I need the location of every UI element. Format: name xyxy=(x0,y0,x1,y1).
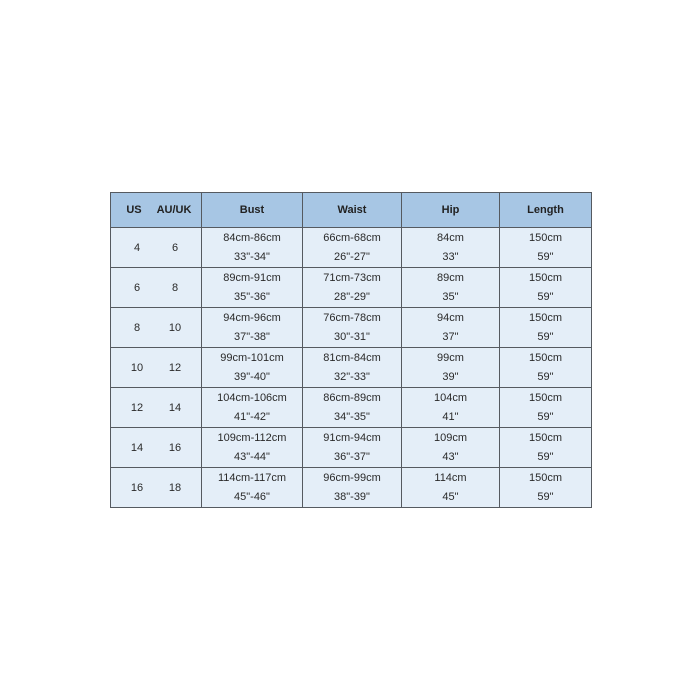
hip-in: 41" xyxy=(442,411,459,423)
waist-in: 36"-37" xyxy=(334,451,370,463)
size-au-uk: 16 xyxy=(168,441,182,454)
size-au-uk: 10 xyxy=(168,321,182,334)
length-in: 59" xyxy=(537,451,554,463)
length-cell xyxy=(500,268,592,308)
size-chart-table xyxy=(110,192,592,508)
table-row xyxy=(111,348,592,388)
bust-cm: 114cm-117cm xyxy=(217,472,287,484)
waist-cell xyxy=(303,268,402,308)
size-cell xyxy=(111,308,202,348)
length-in: 59" xyxy=(537,251,554,263)
header-us: US xyxy=(126,204,142,216)
hip-cell xyxy=(402,348,500,388)
waist-cell xyxy=(303,428,402,468)
hip-cm: 104cm xyxy=(433,392,468,404)
hip-in: 43" xyxy=(442,451,459,463)
length-in: 59" xyxy=(537,411,554,423)
size-us: 12 xyxy=(130,401,144,414)
hip-cm: 114cm xyxy=(434,472,467,484)
hip-cm: 89cm xyxy=(437,272,464,284)
bust-cm: 109cm-112cm xyxy=(217,432,287,444)
waist-cell xyxy=(303,468,402,508)
size-au-uk: 18 xyxy=(168,481,182,494)
size-us: 16 xyxy=(130,481,144,494)
length-in: 59" xyxy=(537,371,554,383)
bust-in: 37"-38" xyxy=(234,331,270,343)
waist-cm: 71cm-73cm xyxy=(323,272,381,284)
waist-cm: 76cm-78cm xyxy=(323,312,381,324)
hip-cell xyxy=(402,468,500,508)
header-hip: Hip xyxy=(402,193,500,228)
length-in: 59" xyxy=(537,491,554,503)
waist-in: 28"-29" xyxy=(334,291,370,303)
waist-cm: 96cm-99cm xyxy=(323,472,381,484)
header-waist: Waist xyxy=(303,193,402,228)
size-us: 8 xyxy=(133,321,141,334)
length-cell xyxy=(500,228,592,268)
size-cell xyxy=(111,268,202,308)
hip-cm: 109cm xyxy=(433,432,468,444)
waist-in: 32"-33" xyxy=(334,371,370,383)
hip-cell xyxy=(402,268,500,308)
waist-in: 34"-35" xyxy=(334,411,370,423)
bust-cm: 84cm-86cm xyxy=(223,232,281,244)
bust-cell xyxy=(202,468,303,508)
hip-cm: 99cm xyxy=(437,352,464,364)
bust-cm: 89cm-91cm xyxy=(223,272,281,284)
table-row xyxy=(111,228,592,268)
size-us: 6 xyxy=(133,281,141,294)
size-us: 14 xyxy=(130,441,144,454)
bust-in: 41"-42" xyxy=(234,411,270,423)
bust-cell xyxy=(202,428,303,468)
length-cell xyxy=(500,388,592,428)
bust-cell xyxy=(202,388,303,428)
waist-cm: 66cm-68cm xyxy=(323,232,381,244)
bust-in: 35"-36" xyxy=(234,291,270,303)
hip-in: 35" xyxy=(442,291,459,303)
header-au-uk: AU/UK xyxy=(156,204,192,216)
size-us: 10 xyxy=(130,361,144,374)
bust-in: 45"-46" xyxy=(234,491,270,503)
hip-in: 33" xyxy=(442,251,459,263)
waist-cell xyxy=(303,228,402,268)
waist-cell xyxy=(303,388,402,428)
bust-cell xyxy=(202,228,303,268)
bust-cell xyxy=(202,348,303,388)
table-header-row xyxy=(111,193,592,228)
bust-cm: 104cm-106cm xyxy=(217,392,287,404)
hip-in: 37" xyxy=(442,331,459,343)
waist-cm: 86cm-89cm xyxy=(323,392,381,404)
bust-in: 39"-40" xyxy=(234,371,270,383)
waist-in: 30"-31" xyxy=(334,331,370,343)
hip-cell xyxy=(402,388,500,428)
hip-cm: 94cm xyxy=(437,312,464,324)
header-us-au-uk xyxy=(111,193,202,228)
hip-in: 39" xyxy=(442,371,459,383)
bust-cm: 99cm-101cm xyxy=(220,352,284,364)
length-cm: 150cm xyxy=(528,352,563,364)
length-cm: 150cm xyxy=(528,232,563,244)
table-row xyxy=(111,428,592,468)
size-us: 4 xyxy=(133,241,141,254)
table-row xyxy=(111,268,592,308)
table-row xyxy=(111,468,592,508)
size-cell xyxy=(111,388,202,428)
length-cell xyxy=(500,468,592,508)
length-in: 59" xyxy=(537,291,554,303)
length-cm: 150cm xyxy=(528,432,563,444)
bust-cm: 94cm-96cm xyxy=(223,312,281,324)
waist-cm: 81cm-84cm xyxy=(323,352,381,364)
bust-in: 33"-34" xyxy=(234,251,270,263)
hip-in: 45" xyxy=(442,491,459,503)
size-au-uk: 8 xyxy=(171,281,179,294)
size-au-uk: 14 xyxy=(168,401,182,414)
hip-cell xyxy=(402,428,500,468)
header-bust: Bust xyxy=(202,193,303,228)
waist-cell xyxy=(303,308,402,348)
hip-cm: 84cm xyxy=(437,232,464,244)
bust-in: 43"-44" xyxy=(234,451,270,463)
length-cell xyxy=(500,308,592,348)
waist-cell xyxy=(303,348,402,388)
length-cm: 150cm xyxy=(528,472,563,484)
length-cell xyxy=(500,348,592,388)
length-cell xyxy=(500,428,592,468)
waist-in: 26"-27" xyxy=(334,251,370,263)
bust-cell xyxy=(202,308,303,348)
size-cell xyxy=(111,468,202,508)
size-cell xyxy=(111,428,202,468)
hip-cell xyxy=(402,308,500,348)
header-length: Length xyxy=(500,193,592,228)
size-cell xyxy=(111,228,202,268)
table-row xyxy=(111,308,592,348)
hip-cell xyxy=(402,228,500,268)
size-au-uk: 6 xyxy=(171,241,179,254)
length-in: 59" xyxy=(537,331,554,343)
size-cell xyxy=(111,348,202,388)
length-cm: 150cm xyxy=(528,312,563,324)
waist-cm: 91cm-94cm xyxy=(323,432,381,444)
table-row xyxy=(111,388,592,428)
waist-in: 38"-39" xyxy=(334,491,370,503)
length-cm: 150cm xyxy=(528,392,563,404)
length-cm: 150cm xyxy=(528,272,563,284)
size-au-uk: 12 xyxy=(168,361,182,374)
bust-cell xyxy=(202,268,303,308)
